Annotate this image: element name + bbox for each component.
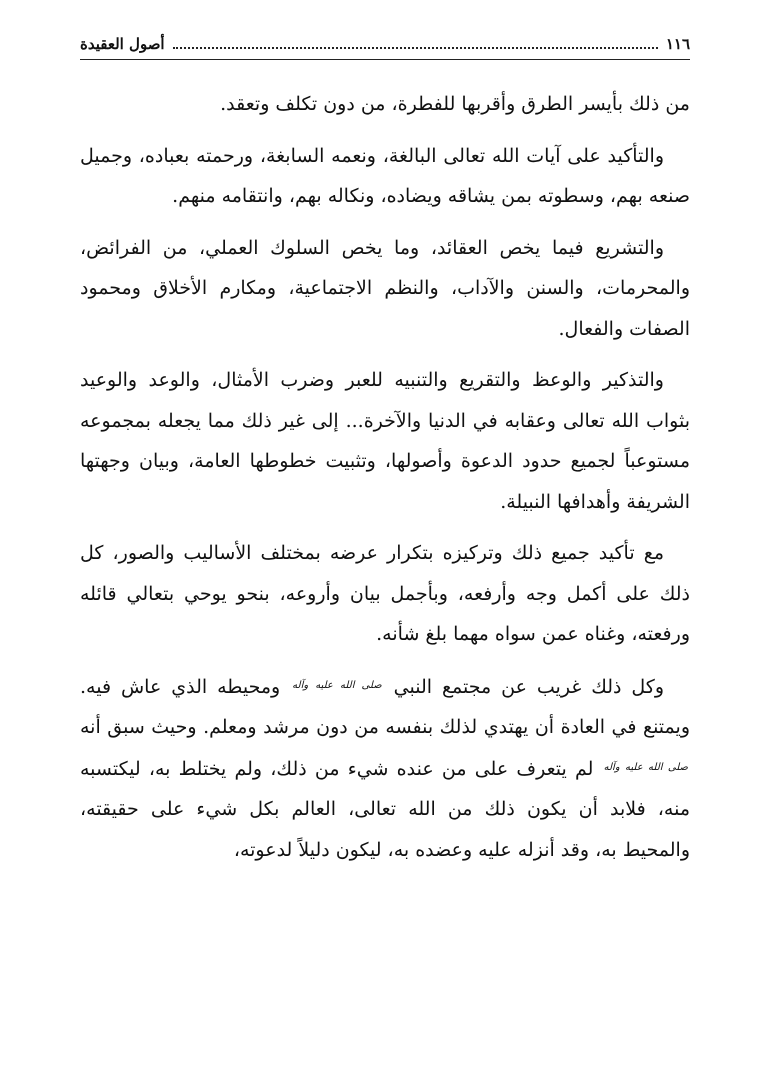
paragraph-text: لم يتعرف على من عنده شيء من ذلك، ولم يختلط به، ليكتسبه منه، فلابد أن يكون ذلك من الله تعالى، العالم بكل شيء على حقيقته، والمحيط به، وقد أنزله عليه وعضده به، ليكون دليلاً لدعوته، xyxy=(80,757,690,861)
header-dot-leader xyxy=(173,47,658,49)
running-header xyxy=(80,32,690,56)
paragraph xyxy=(80,228,690,350)
paragraph-text: من ذلك بأيسر الطرق وأقربها للفطرة، من دون تكلف وتعقد. xyxy=(220,93,690,115)
honorific-mark: صلى الله عليه وآله xyxy=(603,761,689,773)
paragraph xyxy=(80,666,690,871)
paragraph xyxy=(80,533,690,655)
paragraph xyxy=(80,360,690,522)
header-rule xyxy=(80,59,690,60)
paragraph-text: والتشريع فيما يخص العقائد، وما يخص السلوك العملي، من الفرائض، والمحرمات، والسنن والآداب، والنظم الاجتماعية، ومكارم الأخلاق ومحمود الصفات والفعال. xyxy=(80,236,690,340)
page-body xyxy=(80,84,690,881)
paragraph xyxy=(80,84,690,125)
paragraph-text: ومحيطه الذي عاش فيه. ويمتنع في العادة أن يهتدي لذلك بنفسه من دون مرشد ومعلم. وحيث سبق أنه xyxy=(80,675,690,738)
paragraph-text: وكل ذلك غريب عن مجتمع النبي xyxy=(393,675,665,698)
paragraph-text: والتذكير والوعظ والتقريع والتنبيه للعبر وضرب الأمثال، والوعد والوعيد بثواب الله تعالى وعقابه في الدنيا والآخرة... إلى غير ذلك مما يجعله بمجموعه مستوعباً لجميع حدود الدعوة وأصولها، وتثبيت خطوطها العامة، وبيان وجهتها الشريفة وأهدافها النبيلة. xyxy=(80,369,690,513)
honorific-mark: صلى الله عليه وآله xyxy=(292,679,382,691)
book-title: أصول العقيدة xyxy=(80,35,165,53)
paragraph-text: والتأكيد على آيات الله تعالى البالغة، ونعمه السابغة، ورحمته بعباده، وجميل صنعه بهم، وسطوته بمن يشاقه ويضاده، ونكاله بهم، وانتقامه منهم. xyxy=(80,144,690,207)
paragraph-text: مع تأكيد جميع ذلك وتركيزه بتكرار عرضه بمختلف الأساليب والصور، كل ذلك على أكمل وجه وأرفعه، وبأجمل بيان وأروعه، بنحو يوحي بتعالي قائله ورفعته، وغناه عمن سواه مهما بلغ شأنه. xyxy=(80,542,690,645)
paragraph xyxy=(80,136,690,217)
page-number: ١١٦ xyxy=(665,35,690,53)
